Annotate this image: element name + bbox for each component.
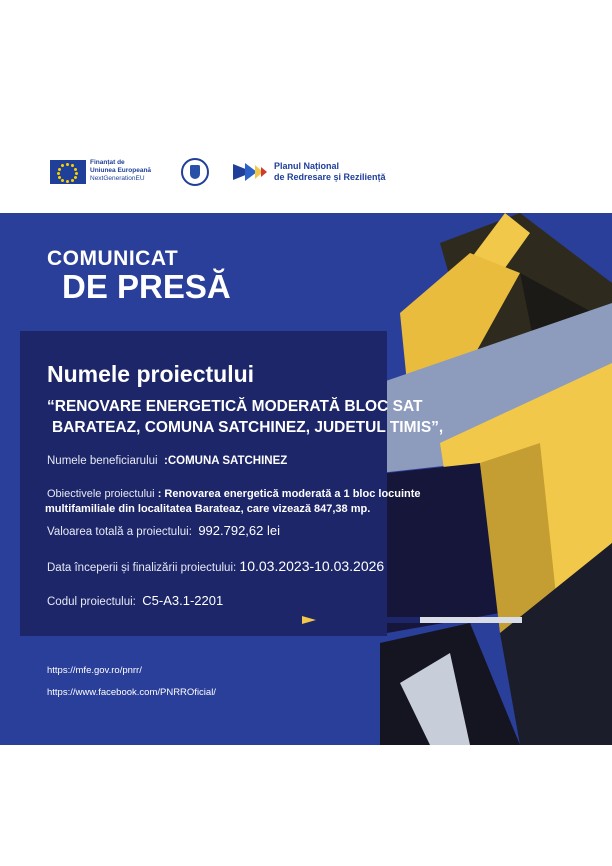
objectives-row-2: [45, 503, 370, 515]
dates-value: 10.03.2023-10.03.2026: [239, 558, 385, 574]
facebook-link[interactable]: https://www.facebook.com/PNRROficial/: [47, 687, 216, 698]
logo-strip: [50, 155, 570, 195]
beneficiary-label: Numele beneficiarului: [47, 455, 158, 467]
project-info-card: [20, 331, 444, 636]
pnrr-label: Planul Național de Redresare și Reziliență: [274, 161, 386, 182]
heading-line-2: DE PRESĂ: [62, 268, 231, 305]
project-title-label: Numele proiectului: [47, 361, 255, 387]
value-amount: 992.792,62 lei: [198, 523, 280, 538]
objectives-value-1: : Renovarea energetică moderată a 1 bloc locuinte: [157, 488, 421, 500]
code-value: C5-A3.1-2201: [142, 593, 224, 608]
objectives-row: [47, 488, 421, 500]
press-release-panel: [0, 213, 612, 745]
code-row: [47, 593, 223, 608]
government-crest-icon: [181, 158, 209, 186]
value-label: Valoarea totală a proiectului:: [47, 526, 192, 538]
eu-funding-label: Finanțat de Uniunea Europeană NextGenerationEU: [90, 159, 152, 182]
pnrr-logo-icon: [233, 161, 269, 183]
dates-row: [47, 558, 384, 574]
project-name: “RENOVARE ENERGETICĂ MODERATĂ BLOC SAT BARATEAZ, COMUNA SATCHINEZ, JUDETUL TIMIS”,: [47, 398, 444, 436]
beneficiary-value: :COMUNA SATCHINEZ: [163, 455, 288, 467]
beneficiary-row: [47, 455, 287, 467]
objectives-value-2: multifamiliale din localitatea Barateaz, care vizează 847,38 mp.: [45, 503, 371, 515]
press-release-heading: [47, 248, 231, 304]
objectives-label: Obiectivele proiectului: [47, 488, 155, 500]
heading-line-1: COMUNICAT: [47, 247, 179, 270]
value-row: [47, 523, 280, 538]
dates-label: Data începerii și finalizării proiectului:: [47, 562, 237, 574]
code-label: Codul proiectului:: [47, 596, 136, 608]
website-link[interactable]: https://mfe.gov.ro/pnrr/: [47, 665, 142, 676]
eu-flag-icon: [50, 160, 86, 184]
progress-arrow-bar: [302, 615, 522, 625]
